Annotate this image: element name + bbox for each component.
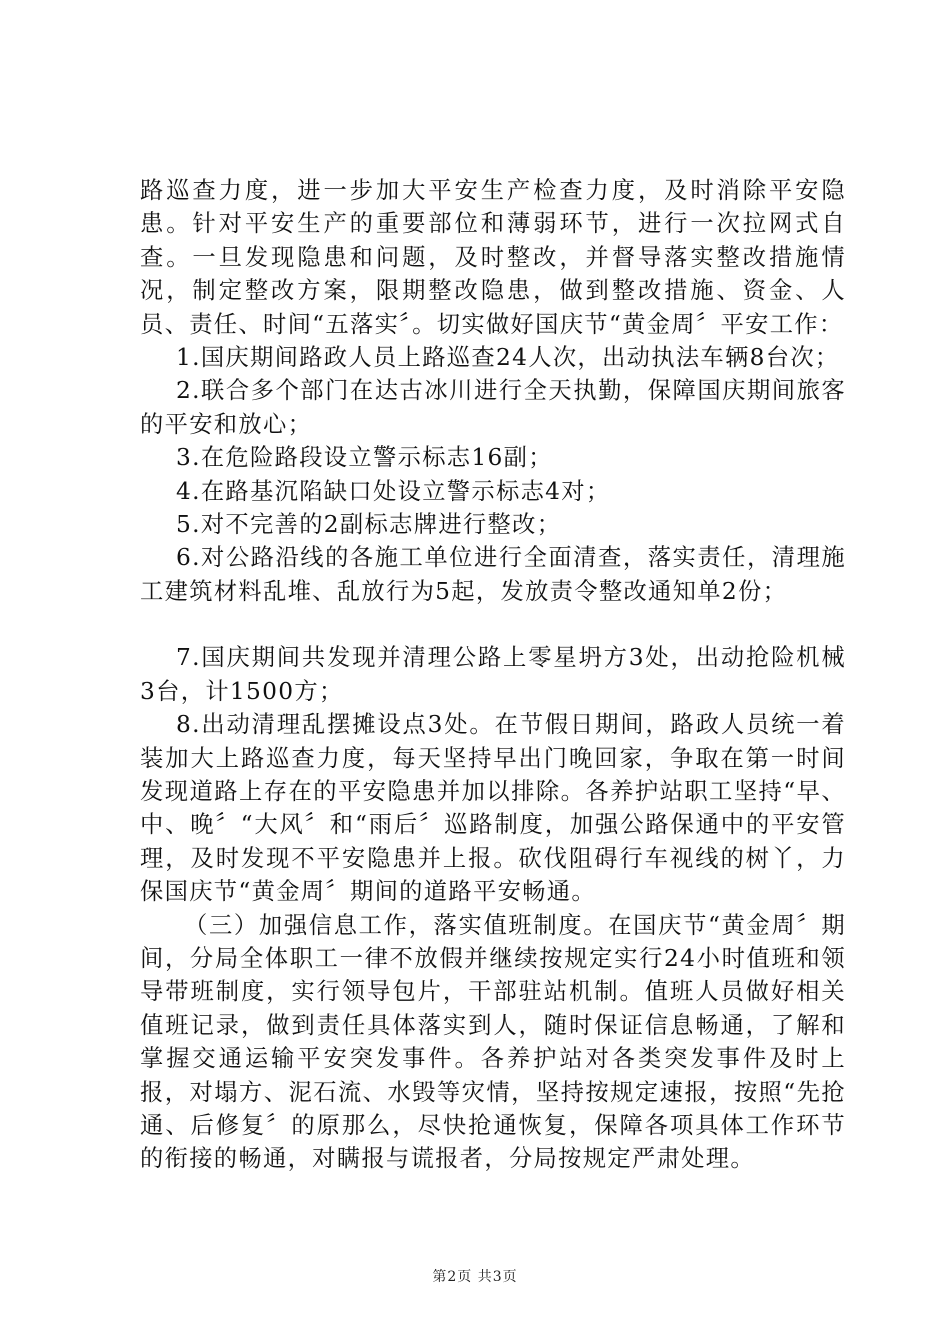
list-item-2: 2.联合多个部门在达古冰川进行全天执勤，保障国庆期间旅客的平安和放心； [140,377,846,438]
paragraph-continuation: 路巡查力度，进一步加大平安生产检查力度，及时消除平安隐患。针对平安生产的重要部位和薄弱环节，进行一次拉网式自查。一旦发现隐患和问题，及时整改，并督导落实整改措施情况，制定整改方案，限期整改隐患，做到整改措施、资金、人员、责任、时间“五落实〞。切实做好国庆节“黄金周〞平安工作： [140,177,846,338]
page-number-footer: 第2页 共3页 [432,1269,518,1285]
document-body [140,174,846,1176]
section-three-paragraph: （三）加强信息工作，落实值班制度。在国庆节“黄金周〞期间，分局全体职工一律不放假并继续按规定实行24小时值班和领导带班制度，实行领导包片，干部驻站机制。值班人员做好相关值班记录，做到责任具体落实到人，随时保证信息畅通，了解和掌握交通运输平安突发事件。各养护站对各类突发事件及时上报，对塌方、泥石流、水毁等灾情，坚持按规定速报，按照“先抢通、后修复〞的原那么，尽快抢通恢复，保障各项具体工作环节的衔接的畅通，对瞒报与谎报者，分局按规定严肃处理。 [140,911,846,1173]
list-item-3: 3.在危险路段设立警示标志16副； [176,444,553,472]
list-item-6: 6.对公路沿线的各施工单位进行全面清查，落实责任，清理施工建筑材料乱堆、乱放行为5起，发放责令整改通知单2份； [140,544,846,605]
list-item-4: 4.在路基沉陷缺口处设立警示标志4对； [176,477,611,505]
list-item-7: 7.国庆期间共发现并清理公路上零星坍方3处，出动抢险机械3台，计1500方； [140,644,846,705]
list-item-8: 8.出动清理乱摆摊设点3处。在节假日期间，路政人员统一着装加大上路巡查力度，每天坚持早出门晚回家，争取在第一时间发现道路上存在的平安隐患并加以排除。各养护站职工坚持“早、中、晚〞“大风〞和“雨后〞巡路制度，加强公路保通中的平安管理，及时发现不平安隐患并上报。砍伐阻碍行车视线的树丫，力保国庆节“黄金周〞期间的道路平安畅通。 [140,711,846,906]
paragraph-gap [140,608,846,641]
list-item-5: 5.对不完善的2副标志牌进行整改； [176,511,562,539]
list-item-1: 1.国庆期间路政人员上路巡查24人次，出动执法车辆8台次； [176,344,840,372]
